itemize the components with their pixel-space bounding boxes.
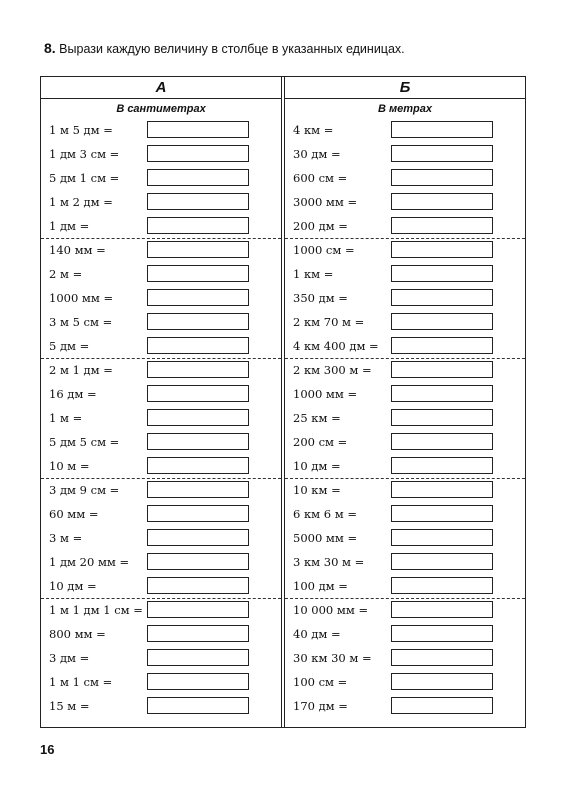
answer-box[interactable] [147,409,249,426]
answer-box[interactable] [147,313,249,330]
expression-label: 1 дм 3 см = [49,147,120,161]
exercise-row [285,407,525,431]
expression-label: 30 дм = [293,147,341,161]
exercise-row [285,119,525,143]
expression-label: 25 км = [293,411,341,425]
column-header-a: А [41,77,281,99]
column-subheader-b: В метрах [378,103,432,115]
answer-box[interactable] [391,601,493,618]
answer-box[interactable] [147,337,249,354]
exercise-row [285,527,525,551]
exercise-row [41,575,281,599]
answer-box[interactable] [147,577,249,594]
exercise-row [285,383,525,407]
expression-label: 1 дм 20 мм = [49,555,130,569]
exercise-row [285,479,525,503]
answer-box[interactable] [391,481,493,498]
answer-box[interactable] [147,601,249,618]
answer-box[interactable] [391,337,493,354]
exercise-row [41,287,281,311]
answer-box[interactable] [147,625,249,642]
answer-box[interactable] [147,553,249,570]
answer-box[interactable] [147,649,249,666]
answer-box[interactable] [391,361,493,378]
expression-label: 1 м 1 дм 1 см = [49,603,143,617]
expression-label: 5000 мм = [293,531,358,545]
answer-box[interactable] [391,169,493,186]
expression-label: 10 дм = [293,459,341,473]
answer-box[interactable] [391,385,493,402]
exercise-row [285,575,525,599]
exercise-row [285,335,525,359]
answer-box[interactable] [147,697,249,714]
exercise-row [41,191,281,215]
answer-box[interactable] [391,577,493,594]
expression-label: 15 м = [49,699,90,713]
answer-box[interactable] [391,289,493,306]
expression-label: 10 км = [293,483,341,497]
answer-box[interactable] [147,121,249,138]
exercise-row [41,647,281,671]
exercise-row [285,647,525,671]
exercise-row [285,671,525,695]
exercise-row [285,263,525,287]
exercise-row [285,191,525,215]
exercise-row [285,431,525,455]
expression-label: 200 дм = [293,219,348,233]
answer-box[interactable] [391,409,493,426]
answer-box[interactable] [147,289,249,306]
answer-box[interactable] [147,481,249,498]
expression-label: 1 м 1 см = [49,675,113,689]
answer-box[interactable] [147,673,249,690]
expression-label: 1000 мм = [293,387,358,401]
answer-box[interactable] [147,529,249,546]
answer-box[interactable] [147,169,249,186]
exercise-table [40,76,526,728]
answer-box[interactable] [391,553,493,570]
exercise-row [285,599,525,623]
expression-label: 16 дм = [49,387,97,401]
exercise-row [41,239,281,263]
answer-box[interactable] [391,697,493,714]
exercise-row [285,143,525,167]
answer-box[interactable] [147,361,249,378]
exercise-row [285,239,525,263]
exercise-row [41,551,281,575]
expression-label: 5 дм = [49,339,90,353]
answer-box[interactable] [391,673,493,690]
answer-box[interactable] [147,505,249,522]
exercise-row [285,503,525,527]
answer-box[interactable] [147,217,249,234]
exercise-row [41,671,281,695]
answer-box[interactable] [391,649,493,666]
answer-box[interactable] [147,241,249,258]
expression-label: 350 дм = [293,291,348,305]
expression-label: 1 м 5 дм = [49,123,113,137]
answer-box[interactable] [391,529,493,546]
exercise-row [41,263,281,287]
answer-box[interactable] [147,145,249,162]
exercise-row [41,311,281,335]
expression-label: 1000 см = [293,243,355,257]
answer-box[interactable] [391,505,493,522]
exercise-row [41,167,281,191]
exercise-row [285,311,525,335]
expression-label: 10 000 мм = [293,603,369,617]
expression-label: 2 м 1 дм = [49,363,113,377]
exercise-row [41,383,281,407]
expression-label: 3 км 30 м = [293,555,365,569]
expression-label: 3 дм = [49,651,90,665]
expression-label: 1000 мм = [49,291,114,305]
expression-label: 1 дм = [49,219,90,233]
exercise-row [285,167,525,191]
expression-label: 140 мм = [49,243,106,257]
answer-box[interactable] [391,433,493,450]
answer-box[interactable] [391,265,493,282]
exercise-row [41,143,281,167]
expression-label: 5 дм 1 см = [49,171,120,185]
exercise-row [41,431,281,455]
expression-label: 10 м = [49,459,90,473]
expression-label: 4 км 400 дм = [293,339,379,353]
expression-label: 1 км = [293,267,334,281]
answer-box[interactable] [147,385,249,402]
expression-label: 100 см = [293,675,348,689]
expression-label: 30 км 30 м = [293,651,372,665]
answer-box[interactable] [147,433,249,450]
exercise-row [285,695,525,719]
column-subheader-a: В сантиметрах [116,103,206,115]
answer-box[interactable] [391,193,493,210]
expression-label: 800 мм = [49,627,106,641]
answer-box[interactable] [391,121,493,138]
exercise-row [41,407,281,431]
exercise-row [41,455,281,479]
expression-label: 100 дм = [293,579,348,593]
expression-label: 4 км = [293,123,334,137]
expression-label: 3 дм 9 см = [49,483,120,497]
expression-label: 3000 мм = [293,195,358,209]
answer-box[interactable] [391,217,493,234]
expression-label: 170 дм = [293,699,348,713]
expression-label: 5 дм 5 см = [49,435,120,449]
expression-label: 600 см = [293,171,348,185]
expression-label: 3 м = [49,531,83,545]
expression-label: 1 м = [49,411,83,425]
expression-label: 3 м 5 см = [49,315,113,329]
expression-label: 40 дм = [293,627,341,641]
exercise-row [41,119,281,143]
exercise-row [41,359,281,383]
exercise-row [41,335,281,359]
exercise-row [285,287,525,311]
expression-label: 2 км 70 м = [293,315,365,329]
answer-box[interactable] [147,193,249,210]
exercise-row [41,479,281,503]
exercise-row [41,503,281,527]
answer-box[interactable] [391,313,493,330]
exercise-row [285,623,525,647]
exercise-row [285,551,525,575]
expression-label: 60 мм = [49,507,99,521]
answer-box[interactable] [391,625,493,642]
answer-box[interactable] [391,145,493,162]
expression-label: 10 дм = [49,579,97,593]
answer-box[interactable] [147,457,249,474]
exercise-row [41,695,281,719]
expression-label: 6 км 6 м = [293,507,357,521]
exercise-row [41,599,281,623]
expression-label: 200 см = [293,435,348,449]
exercise-row [41,623,281,647]
exercise-row [41,215,281,239]
page-number: 16 [40,742,55,757]
expression-label: 2 км 300 м = [293,363,372,377]
expression-label: 1 м 2 дм = [49,195,113,209]
answer-box[interactable] [391,241,493,258]
column-header-b: Б [285,77,525,99]
task-title [44,40,405,56]
expression-label: 2 м = [49,267,83,281]
exercise-row [285,455,525,479]
answer-box[interactable] [391,457,493,474]
exercise-row [285,215,525,239]
task-text: Вырази каждую величину в столбце в указанных единицах. [59,42,405,56]
task-number: 8. [44,40,56,56]
exercise-row [41,527,281,551]
answer-box[interactable] [147,265,249,282]
exercise-row [285,359,525,383]
